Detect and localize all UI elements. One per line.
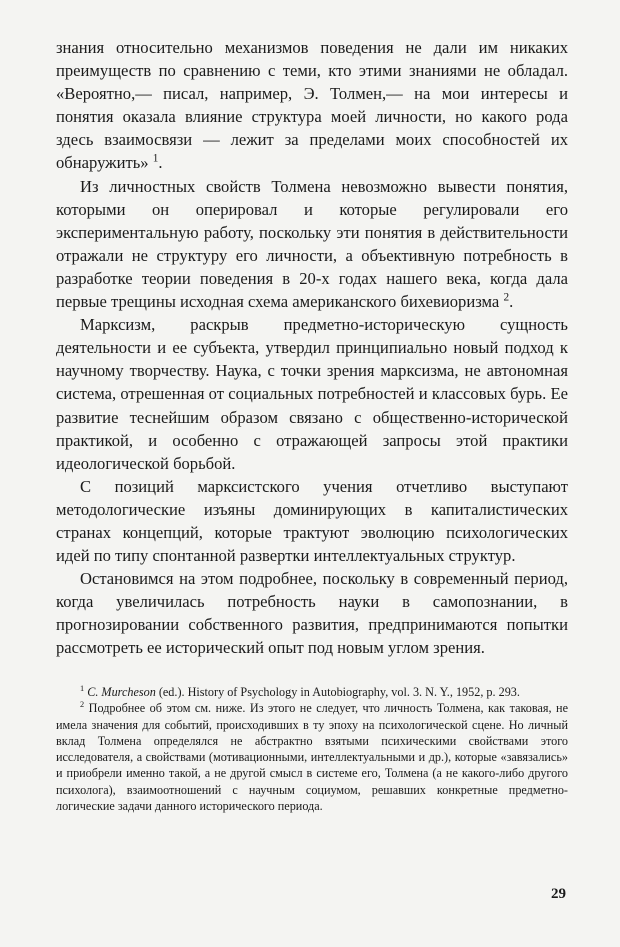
paragraph: Остановимся на этом подробнее, поскольку в современный период, когда увеличилась потребность науки в самопознании, в прогнозировании собственного развития, предпринимаются попытки рассмотреть ее исторический опыт под новым углом зрения. [56,569,568,658]
footnote: $^2$ Подробнее об этом см. ниже. Из этого не следует, что личность Толмена, как таковая, не имела значения для событий, происходивших в ту эпоху на психологической сцене. Но личный вклад Толмена определялся не абстрактно взятыми психическими свойствами этого исследователя, а свойствами (мотивационными, интеллектуальными и др.), которые «завязались» и приобрели именно такой, а не другой смысл в системе его, Толмена (а не какого-либо другого психолога), взаимоотношений с научным социумом, решавших конкретные предметно-логические задачи данного исторического периода. [56,700,568,814]
footnote-marker: 1 [80,683,85,693]
paragraph: знания относительно механизмов поведения не дали им никаких преимуществ по сравнению с теми, кто этими знаниями не обладал. «Вероятно,— писал, например, Э. Толмен,— на мои интересы и понятия оказала влияние структура моей личности, но какого рода здесь взаимосвязи — лежит за пределами моих способностей их обнаружить» $^1$. [56,38,568,173]
paragraph: Марксизм, раскрыв предметно-историческую сущность деятельности и ее субъекта, утвердил принципиально новый подход к научному творчеству. Наука, с точки зрения марксизма, не автономная система, отрешенная от социальных потребностей и классовых бурь. Ее развитие теснейшим образом связано с общественно-исторической практикой, и особенно с отражающей запросы этой практики идеологической борьбой. [56,315,568,473]
footnotes [56,684,568,814]
main-text [56,36,568,660]
footnote-author: C. Murcheson [87,685,156,699]
footnote-ref: 1 [152,152,159,165]
footnote: $^1$ C. Murcheson (ed.). History of Psychology in Autobiography, vol. 3. N. Y., 1952, p. 293. [80,683,520,699]
footnote-ref: 2 [503,291,510,304]
paragraph: Из личностных свойств Толмена невозможно вывести понятия, которыми он оперировал и которые регулировали его экспериментальную работу, поскольку эти понятия в действительности отражали не структуру его личности, а объективную потребность в разработке теории поведения в 20-х годах нашего века, когда дала первые трещины исходная схема американского бихевиоризма $^2$. [56,176,568,312]
page-number: 29 [551,886,566,902]
paragraph: С позиций марксистского учения отчетливо выступают методологические изъяны доминирующих в капиталистических странах концепций, которые трактуют эволюцию психологических идей по типу спонтанной развертки интеллектуальных структур. [56,476,568,566]
footnote-marker: 2 [80,700,85,710]
